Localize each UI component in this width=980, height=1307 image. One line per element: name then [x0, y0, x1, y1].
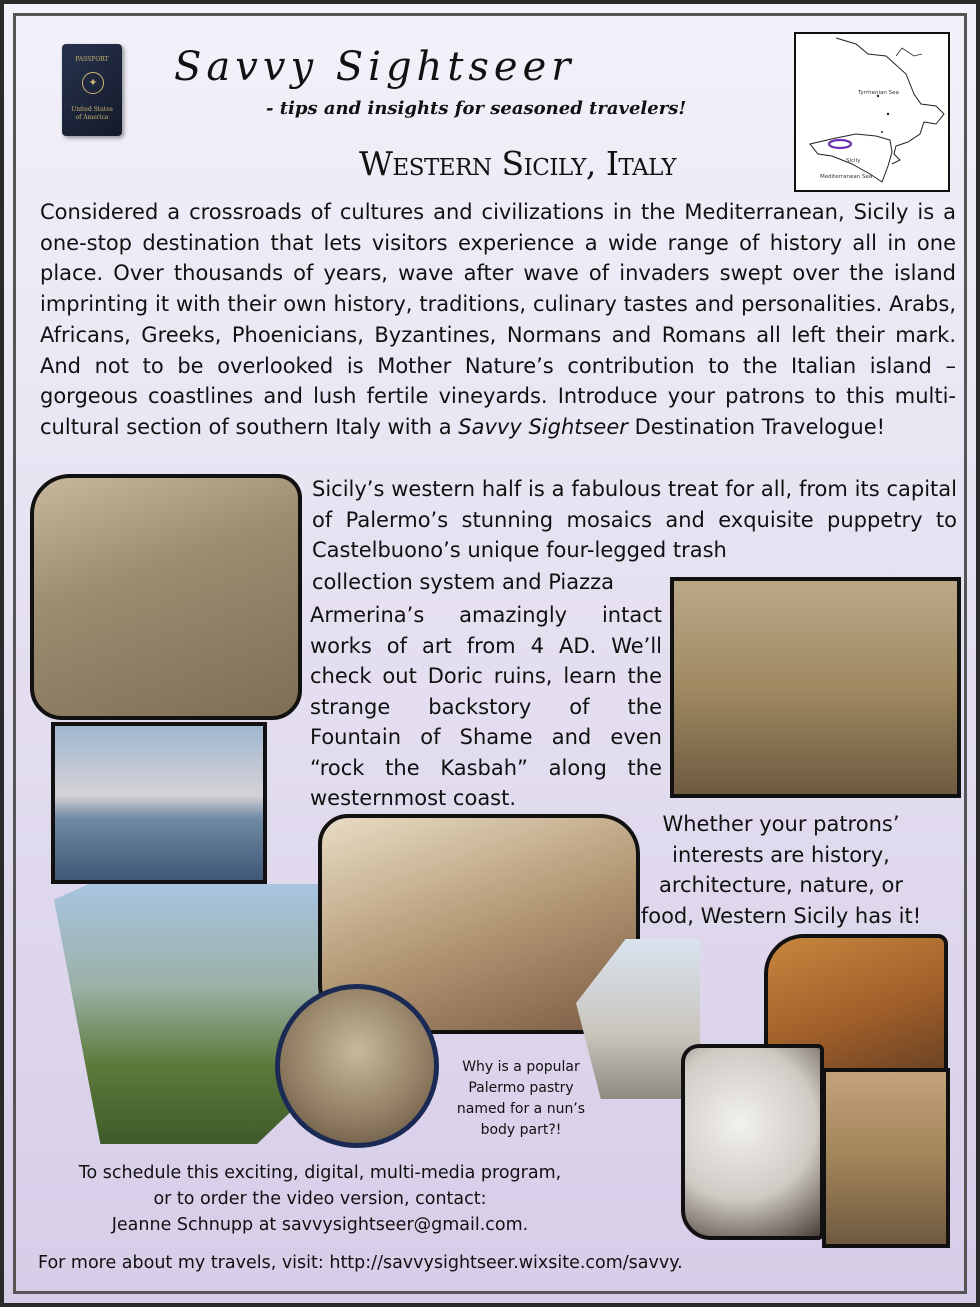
donkey-photo — [275, 984, 439, 1148]
passport-line1: United States — [71, 106, 113, 113]
side-text-2: collection system and Piazza — [312, 570, 615, 594]
pastry-question: Why is a popular Palermo pastry named for a nun’s body part?! — [456, 1059, 586, 1138]
highlight-ellipse — [829, 140, 851, 148]
baroque-building-photo — [822, 1068, 950, 1248]
passport-label: PASSPORT — [75, 56, 109, 63]
side-text-3: Armerina’s amazingly intact works of art from 4 AD. We’ll check out Doric ruins, learn the strange backstory of the Fountain of Shame and even “rock the Kasbah” along the westernmost coast. — [310, 603, 662, 810]
map-label-mediterranean: Mediterranean Sea — [820, 174, 873, 180]
page-title: Savvy Sightseer — [174, 44, 576, 90]
map-outline — [796, 34, 948, 190]
contact-line2: or to order the video version, contact: — [153, 1189, 487, 1209]
contact-line1: To schedule this exciting, digital, multi-media program, — [78, 1163, 562, 1183]
passport-icon — [62, 44, 122, 136]
intro-end: Destination Travelogue! — [627, 414, 886, 439]
church-interior-photo — [670, 577, 961, 798]
intro-brand: Savvy Sightseer — [458, 414, 628, 439]
footer-text: For more about my travels, visit: http://savvysightseer.wixsite.com/savvy. — [38, 1253, 683, 1273]
pastry-photo — [681, 1044, 824, 1240]
eagle-seal-icon: ✦ — [82, 72, 104, 94]
contact-line3: Jeanne Schnupp at savvysightseer@gmail.com. — [111, 1215, 529, 1235]
side-text-1: Sicily’s western half is a fabulous treat for all, from its capital of Palermo’s stunning mosaics and exquisite puppetry to Castelbuono’s unique four-legged trash — [312, 477, 957, 562]
intro-main: Considered a crossroads of cultures and civilizations in the Mediterranean, Sicily is a one-stop destination that lets visitors experience a wide range of history all in one place. Over thousands of years, wave after wave of invaders swept over the island imprinting it with their own history, traditions, culinary tastes and personalities. Arabs, Africans, Greeks, Phoenicians, Byzantines, Normans and Romans all left their mark. And not to be overlooked is Mother Nature’s contribution to the Italian island – gorgeous coastlines and lush fertile vineyards. Introduce your patrons to this multi-cultural section of southern Italy with a — [40, 200, 956, 439]
whether-text: Whether your patrons’ interests are history, architecture, nature, or food, Western Sicily has it! — [640, 812, 922, 928]
page-subtitle: - tips and insights for seasoned travelers! — [266, 98, 687, 119]
intro-paragraph — [40, 197, 956, 443]
map-label-sicily: Sicily — [846, 158, 861, 164]
contact-block — [40, 1160, 600, 1238]
passport-line2: of America — [75, 114, 109, 121]
mosaic-photo — [30, 474, 302, 720]
map-label-tyrrhenian: Tyrrhenian Sea — [858, 90, 899, 96]
sicily-map — [794, 32, 950, 192]
article-heading: Western Sicily, Italy — [359, 144, 677, 183]
sea-photo — [51, 722, 267, 884]
